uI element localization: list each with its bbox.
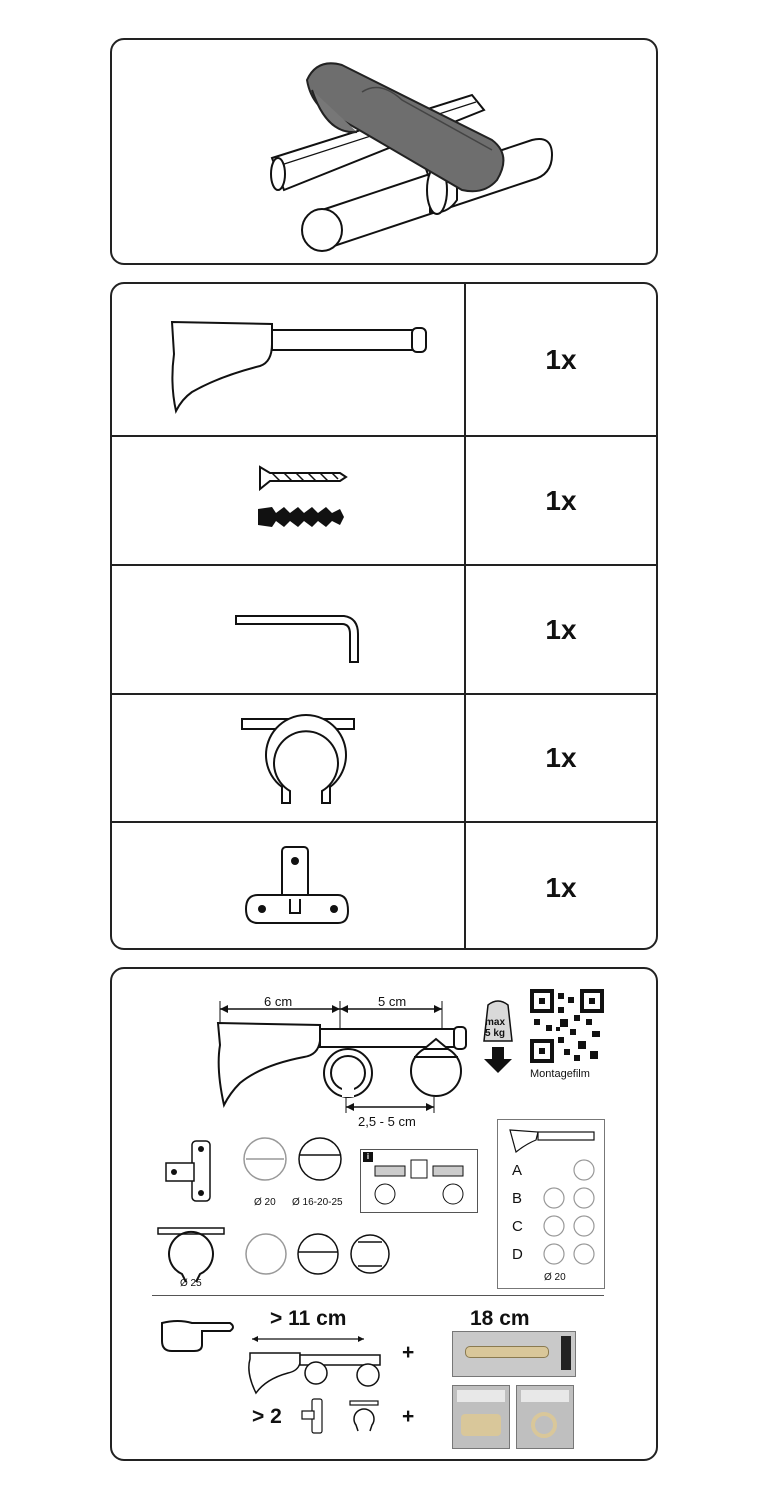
option-c: C — [512, 1218, 523, 1235]
rod-part — [465, 1346, 549, 1358]
option-table — [497, 1119, 605, 1289]
option-a: A — [512, 1162, 523, 1179]
part-row-allen-key — [112, 566, 656, 695]
pointing-hand-icon — [158, 1315, 238, 1355]
plus-sign-1: + — [402, 1341, 415, 1364]
package-label — [457, 1390, 505, 1402]
part-row-bracket — [112, 284, 656, 437]
wall-plate-icon — [112, 823, 464, 950]
qr-code[interactable] — [530, 989, 604, 1063]
dimension-label-6: 6 cm — [264, 994, 293, 1009]
option-diameter-20: Ø 20 — [544, 1272, 566, 1283]
diameter-20-label: Ø 20 — [254, 1197, 276, 1208]
ring-package-image[interactable] — [516, 1385, 574, 1449]
part-row-wall-plate — [112, 823, 656, 950]
quantity-label: 1x — [545, 343, 577, 375]
ring-holder-icon — [112, 695, 464, 821]
extension-diagram — [244, 1333, 404, 1397]
bracket-mini-icon — [508, 1128, 598, 1156]
part-row-screws — [112, 437, 656, 566]
count-label: > 2 — [252, 1405, 282, 1428]
quantity-label: 1x — [545, 742, 577, 773]
bracket-rod-icon — [112, 284, 464, 435]
plus-sign-2: + — [402, 1405, 415, 1428]
info-icon: i — [363, 1152, 373, 1162]
overview-panel — [110, 38, 658, 265]
screw-dowel-icon — [112, 437, 464, 564]
product-length-label: 18 cm — [470, 1307, 530, 1330]
mounting-details-panel — [110, 967, 658, 1461]
diameter-16-20-25-label: Ø 16-20-25 — [292, 1197, 343, 1208]
quantity-label: 1x — [545, 613, 577, 645]
dimension-drawing — [112, 969, 492, 1139]
qr-label: Montagefilm — [530, 1068, 590, 1080]
package-content — [461, 1414, 501, 1436]
quantity-label: 1x — [545, 484, 577, 516]
divider — [152, 1295, 604, 1296]
info-diagram — [361, 1150, 477, 1212]
package-tab — [561, 1336, 571, 1370]
weight-max: max — [485, 1017, 506, 1028]
option-b: B — [512, 1190, 523, 1207]
rod-package-image[interactable] — [452, 1331, 576, 1377]
allen-key-icon — [112, 566, 464, 693]
dimension-label-range: 2,5 - 5 cm — [358, 1114, 416, 1129]
option-d: D — [512, 1246, 523, 1263]
package-content — [531, 1412, 557, 1438]
count-parts-diagram — [298, 1395, 398, 1439]
quantity-label: 1x — [545, 871, 577, 903]
diameter-25-label: Ø 25 — [180, 1278, 202, 1289]
part-row-ring-holder — [112, 695, 656, 823]
info-box — [360, 1149, 478, 1213]
dimension-label-5: 5 cm — [378, 994, 407, 1009]
option-rings — [536, 1156, 600, 1268]
bracket-package-image[interactable] — [452, 1385, 510, 1449]
package-label — [521, 1390, 569, 1402]
assembly-illustration — [112, 40, 656, 263]
weight-value: 5 kg — [485, 1028, 506, 1039]
parts-list-panel — [110, 282, 658, 950]
min-length-label: > 11 cm — [270, 1307, 347, 1330]
